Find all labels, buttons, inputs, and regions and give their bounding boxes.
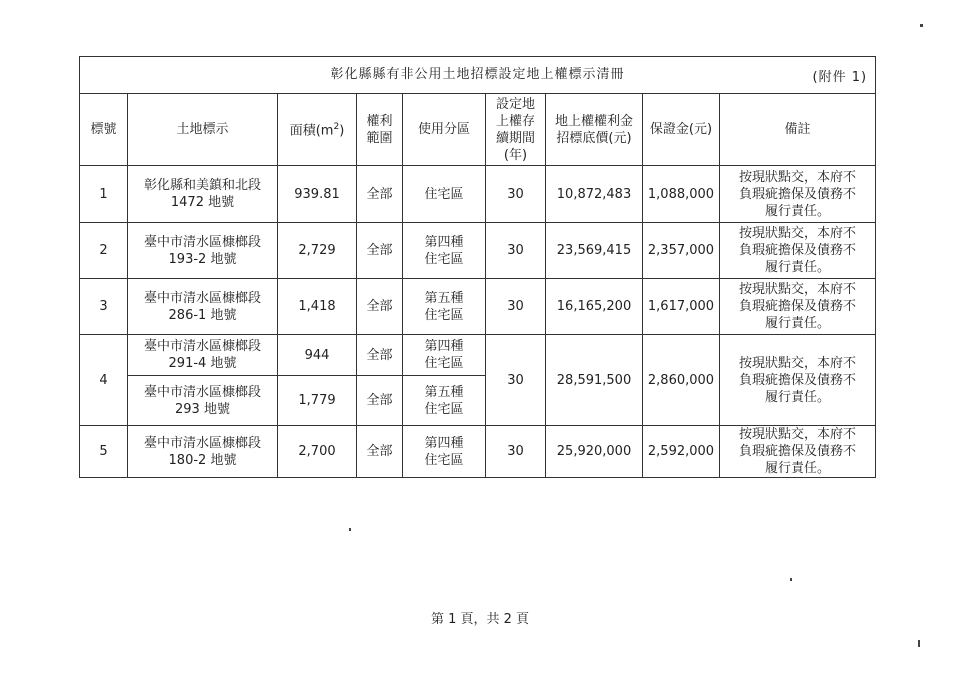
scan-speck [790, 578, 792, 581]
attachment-label: (附件 1) [812, 70, 868, 85]
header-scope: 權利 範圍 [357, 94, 403, 166]
header-price: 地上權權利金 招標底價(元) [546, 94, 643, 166]
cell-area: 1,418 [278, 279, 357, 335]
cell-zoning: 住宅區 [403, 166, 486, 223]
cell-price: 28,591,500 [546, 335, 643, 426]
cell-deposit: 2,860,000 [643, 335, 720, 426]
scan-speck [918, 640, 920, 647]
cell-scope: 全部 [357, 223, 403, 279]
cell-scope: 全部 [357, 279, 403, 335]
cell-term: 30 [486, 335, 546, 426]
cell-zoning: 第五種 住宅區 [403, 376, 486, 426]
header-deposit: 保證金(元) [643, 94, 720, 166]
cell-land: 臺中市清水區槺榔段 286-1 地號 [128, 279, 278, 335]
cell-deposit: 1,617,000 [643, 279, 720, 335]
cell-deposit: 2,592,000 [643, 426, 720, 478]
cell-zoning: 第四種 住宅區 [403, 223, 486, 279]
cell-price: 25,920,000 [546, 426, 643, 478]
cell-scope: 全部 [357, 376, 403, 426]
cell-area: 939.81 [278, 166, 357, 223]
header-land: 土地標示 [128, 94, 278, 166]
cell-no: 3 [80, 279, 128, 335]
cell-remark: 按現狀點交，本府不 負瑕疵擔保及債務不 履行責任。 [720, 279, 876, 335]
cell-land: 彰化縣和美鎮和北段 1472 地號 [128, 166, 278, 223]
table-row [80, 166, 876, 223]
cell-remark: 按現狀點交，本府不 負瑕疵擔保及債務不 履行責任。 [720, 335, 876, 426]
cell-no: 2 [80, 223, 128, 279]
cell-scope: 全部 [357, 166, 403, 223]
cell-price: 23,569,415 [546, 223, 643, 279]
cell-price: 10,872,483 [546, 166, 643, 223]
cell-scope: 全部 [357, 426, 403, 478]
cell-no: 4 [80, 335, 128, 426]
header-term: 設定地 上權存 續期間 (年) [486, 94, 546, 166]
cell-area: 944 [278, 335, 357, 376]
table-row [80, 335, 876, 376]
cell-land: 臺中市清水區槺榔段 193-2 地號 [128, 223, 278, 279]
cell-term: 30 [486, 166, 546, 223]
header-no: 標號 [80, 94, 128, 166]
cell-land: 臺中市清水區槺榔段 293 地號 [128, 376, 278, 426]
cell-land: 臺中市清水區槺榔段 180-2 地號 [128, 426, 278, 478]
cell-scope: 全部 [357, 335, 403, 376]
cell-term: 30 [486, 426, 546, 478]
cell-remark: 按現狀點交，本府不 負瑕疵擔保及債務不 履行責任。 [720, 223, 876, 279]
cell-area: 1,779 [278, 376, 357, 426]
header-area: 面積$(m^2)$ [278, 94, 357, 166]
cell-deposit: 2,357,000 [643, 223, 720, 279]
title-row [80, 57, 876, 94]
header-zoning: 使用分區 [403, 94, 486, 166]
document-title: 彰化縣縣有非公用土地招標設定地上權標示清冊 [330, 67, 625, 82]
title-cell [80, 57, 876, 94]
table-row [80, 223, 876, 279]
cell-area: 2,729 [278, 223, 357, 279]
cell-term: 30 [486, 223, 546, 279]
table-row [80, 279, 876, 335]
scan-speck [349, 528, 351, 531]
table-row [80, 426, 876, 478]
cell-remark: 按現狀點交，本府不 負瑕疵擔保及債務不 履行責任。 [720, 426, 876, 478]
cell-zoning: 第五種 住宅區 [403, 279, 486, 335]
cell-area: 2,700 [278, 426, 357, 478]
land-listing-table [79, 56, 876, 478]
area-superscript: 2 [333, 122, 340, 133]
header-row [80, 94, 876, 166]
header-remark: 備註 [720, 94, 876, 166]
cell-remark: 按現狀點交，本府不 負瑕疵擔保及債務不 履行責任。 [720, 166, 876, 223]
scan-speck [920, 24, 923, 27]
cell-price: 16,165,200 [546, 279, 643, 335]
page-number: 第 1 頁，共 2 頁 [430, 612, 530, 627]
cell-term: 30 [486, 279, 546, 335]
cell-deposit: 1,088,000 [643, 166, 720, 223]
cell-land: 臺中市清水區槺榔段 291-4 地號 [128, 335, 278, 376]
cell-zoning: 第四種 住宅區 [403, 426, 486, 478]
cell-zoning: 第四種 住宅區 [403, 335, 486, 376]
cell-no: 1 [80, 166, 128, 223]
cell-no: 5 [80, 426, 128, 478]
